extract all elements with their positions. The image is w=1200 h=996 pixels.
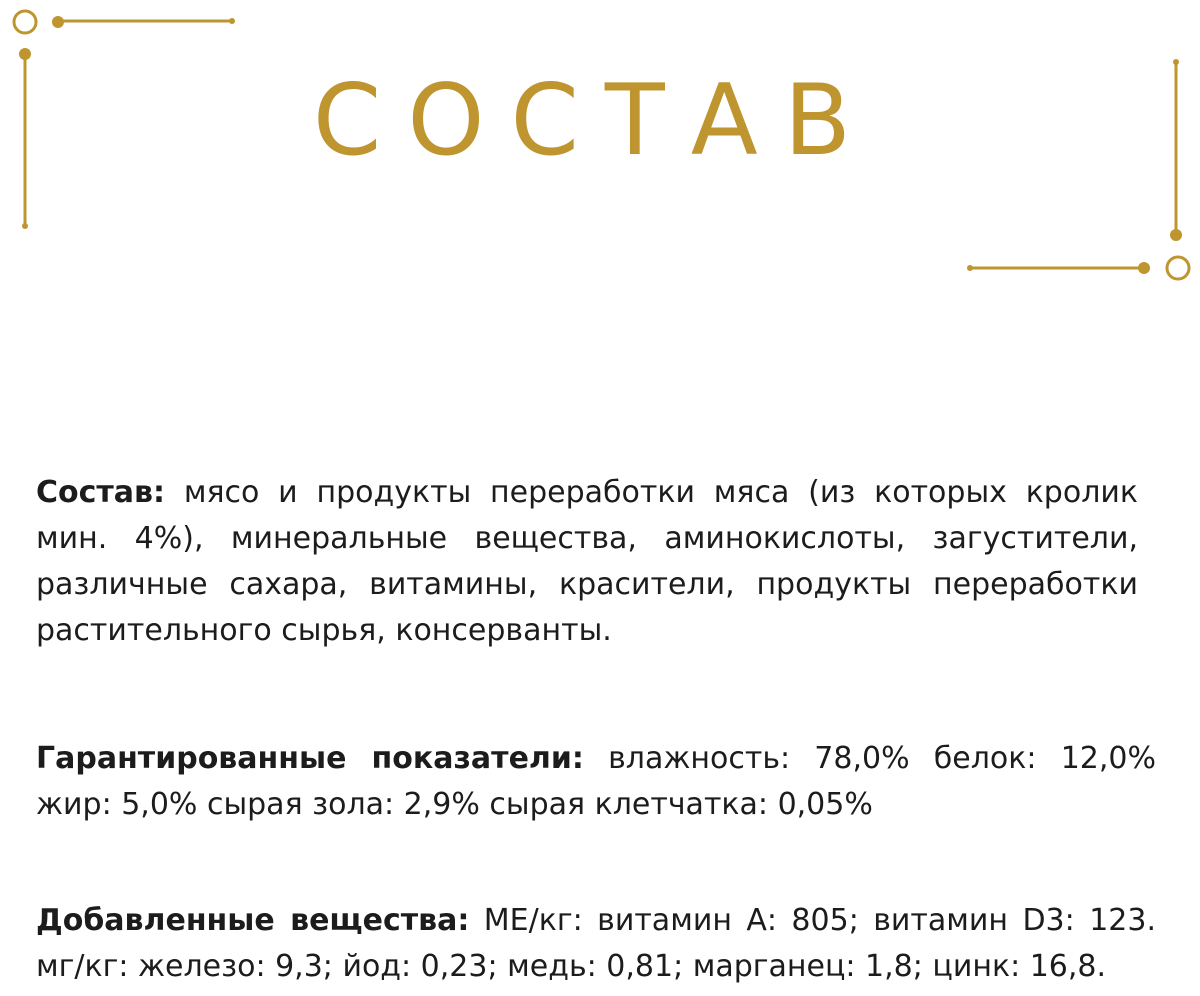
dot-ornament <box>229 18 235 24</box>
dot-ornament <box>1170 229 1182 241</box>
dot-ornament <box>22 223 28 229</box>
additives-section <box>36 898 1156 990</box>
additives-text: МЕ/кг: витамин А: 805; витамин D3: 123. мг/кг: железо: 9,3; йод: 0,23; медь: 0,81; марганец: 1,8; цинк: 16,8. <box>36 903 1156 984</box>
additives-label: Добавленные вещества: <box>36 903 470 938</box>
composition-text: мясо и продукты переработки мяса (из которых кролик мин. 4%), минеральные вещества, аминокислоты, загустители, различные сахара, витамины, красители, продукты переработки растительного сырья, консерванты. <box>36 475 1138 648</box>
composition-label: Состав: <box>36 475 166 510</box>
guaranteed-values-label: Гарантированные показатели: <box>36 741 584 776</box>
guaranteed-values-section <box>36 736 1156 828</box>
page-title: СОСТАВ <box>312 64 878 178</box>
guaranteed-values-text: влажность: 78,0% белок: 12,0% жир: 5,0% сырая зола: 2,9% сырая клетчатка: 0,05% <box>36 741 1156 822</box>
ring-ornament <box>14 11 36 33</box>
ring-ornament <box>1167 257 1189 279</box>
composition-section <box>36 470 1138 654</box>
dot-ornament <box>1138 262 1150 274</box>
